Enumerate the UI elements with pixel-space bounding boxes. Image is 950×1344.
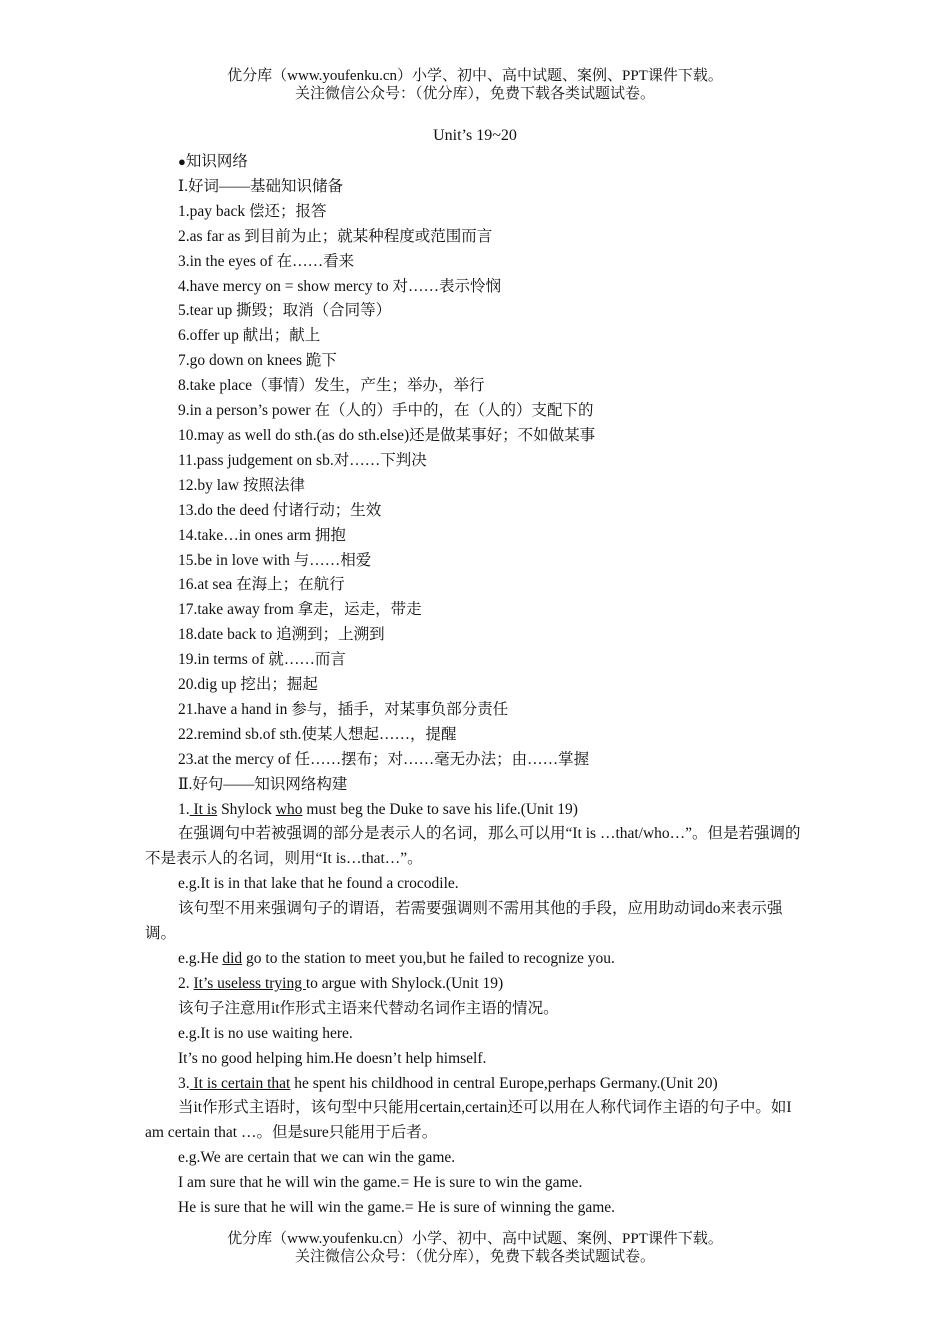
vocab-item: 6.offer up 献出；献上 [178, 327, 321, 345]
vocab-item: 14.take…in ones arm 拥抱 [178, 526, 346, 544]
header-line-1: 优分库（www.youfenku.cn）小学、初中、高中试题、案例、PPT课件下载。 [227, 68, 723, 84]
example-sentence: e.g.It is in that lake that he found a crocodile. [178, 875, 459, 893]
page-header [0, 67, 950, 103]
vocab-item: 13.do the deed 付诸行动；生效 [178, 501, 382, 519]
vocab-item: 15.be in love with 与……相爱 [178, 551, 372, 569]
underlined-phrase: did [222, 950, 243, 967]
underlined-phrase: It’s useless trying [193, 974, 306, 992]
sentence-2: 2. It’s useless trying to argue with Shylock.(Unit 19) [178, 974, 504, 992]
vocab-item: 21.have a hand in 参与，插手，对某事负部分责任 [178, 700, 509, 718]
footer-line-1: 优分库（www.youfenku.cn）小学、初中、高中试题、案例、PPT课件下载。 [227, 1231, 723, 1247]
explanation-paragraph: 在强调句中若被强调的部分是表示人的名词，那么可以用“It is …that/who…”。但是若强调的不是表示人的名词，则用“It is…that…”。 [145, 825, 801, 868]
example-sentence: He is sure that he will win the game.= He is sure of winning the game. [178, 1199, 616, 1217]
vocab-item: 16.at sea 在海上；在航行 [178, 576, 345, 594]
underlined-phrase: It is certain that [189, 1074, 291, 1092]
example-sentence: I am sure that he will win the game.= He is sure to win the game. [178, 1174, 583, 1192]
example-sentence: It’s no good helping him.He doesn’t help himself. [178, 1049, 487, 1067]
vocab-item: 22.remind sb.of sth.使某人想起……，提醒 [178, 725, 457, 743]
example-sentence: e.g.We are certain that we can win the game. [178, 1149, 456, 1167]
bullet-icon: ● [178, 154, 186, 169]
page-footer [0, 1230, 950, 1266]
vocab-item: 23.at the mercy of 任……摆布；对……毫无办法；由……掌握 [178, 750, 590, 768]
underlined-phrase: who [275, 800, 303, 818]
explanation-paragraph: 当it作形式主语时，该句型中只能用certain,certain还可以用在人称代词作主语的句子中。如I am certain that …。但是sure只能用于后者。 [145, 1099, 792, 1142]
explanation-paragraph: 该句子注意用it作形式主语来代替动名词作主语的情况。 [178, 999, 559, 1017]
vocab-item: 17.take away from 拿走，运走，带走 [178, 601, 422, 619]
vocab-item: 2.as far as 到目前为止；就某种程度或范围而言 [178, 227, 493, 245]
document-body [145, 150, 807, 1221]
part2-heading: Ⅱ.好句——知识网络构建 [178, 775, 348, 793]
footer-line-2: 关注微信公众号：（优分库），免费下载各类试题试卷。 [294, 1249, 655, 1265]
sentence-3: 3. It is certain that he spent his childhood in central Europe,perhaps Germany.(Unit 20) [178, 1074, 718, 1092]
example-sentence: e.g.It is no use waiting here. [178, 1024, 353, 1042]
vocab-item: 1.pay back 偿还；报答 [178, 202, 327, 220]
vocab-item: 18.date back to 追溯到；上溯到 [178, 626, 385, 644]
example-sentence: e.g.He did go to the station to meet you,but he failed to recognize you. [178, 950, 615, 967]
vocab-item: 19.in terms of 就……而言 [178, 651, 346, 669]
vocab-item: 5.tear up 撕毁；取消（合同等） [178, 302, 392, 320]
vocab-item: 10.may as well do sth.(as do sth.else)还是做某事好；不如做某事 [178, 426, 596, 444]
vocab-item: 9.in a person’s power 在（人的）手中的，在（人的）支配下的 [178, 402, 594, 420]
vocab-list [145, 200, 807, 773]
header-line-2: 关注微信公众号：（优分库），免费下载各类试题试卷。 [294, 86, 655, 102]
vocab-item: 12.by law 按照法律 [178, 476, 306, 494]
vocab-item: 4.have mercy on = show mercy to 对……表示怜悯 [178, 277, 501, 295]
section-heading: ●知识网络 [178, 153, 248, 170]
underlined-phrase: It is [189, 800, 218, 818]
vocab-item: 3.in the eyes of 在……看来 [178, 252, 355, 270]
vocab-item: 7.go down on knees 跪下 [178, 352, 337, 370]
vocab-item: 11.pass judgement on sb.对……下判决 [178, 451, 427, 469]
explanation-paragraph: 该句型不用来强调句子的谓语，若需要强调则不需用其他的手段，应用助动词do来表示强调。 [145, 900, 783, 943]
vocab-item: 20.dig up 挖出；掘起 [178, 676, 318, 694]
part1-heading: Ⅰ.好词——基础知识储备 [178, 177, 343, 195]
vocab-item: 8.take place（事情）发生，产生；举办，举行 [178, 377, 485, 395]
sentence-1: 1. It is Shylock who must beg the Duke to save his life.(Unit 19) [178, 800, 578, 818]
page-title: Unit’s 19~20 [433, 127, 517, 144]
